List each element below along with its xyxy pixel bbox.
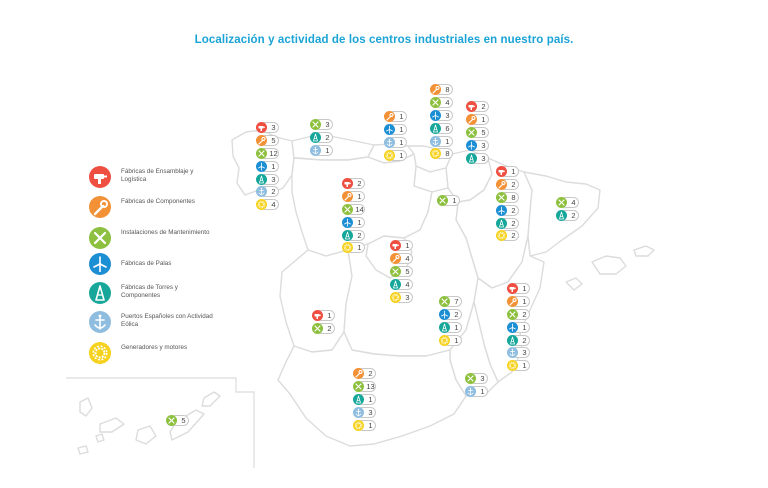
crossed-tools-icon	[89, 227, 111, 249]
badge-count: 3	[325, 120, 330, 129]
badge-mantenimiento	[496, 192, 520, 203]
badge-count: 1	[522, 296, 527, 306]
legend-label: Puertos Españoles con Actividad Eólica	[121, 313, 213, 328]
badge-mantenimiento	[465, 373, 489, 384]
wind-turbine-icon	[507, 322, 518, 333]
badge-componentes	[496, 179, 520, 190]
badge-torres	[430, 123, 454, 134]
badge-count: 1	[327, 311, 332, 320]
region-canarias-tenerife	[100, 418, 124, 432]
badge-palas	[466, 140, 490, 151]
badge-puertos	[384, 137, 408, 148]
tower-icon	[556, 210, 567, 221]
badge-count: 1	[511, 167, 516, 176]
tower-icon	[310, 132, 321, 143]
badge-count: 4	[571, 198, 576, 207]
badge-mantenimiento	[466, 127, 490, 138]
badges-cantabria	[384, 111, 408, 163]
badge-generadores	[342, 242, 366, 253]
drill-icon	[256, 122, 267, 133]
badge-count: 5	[181, 416, 186, 425]
badge-count: 1	[522, 322, 527, 332]
badge-torres	[439, 322, 463, 333]
badge-torres	[507, 335, 531, 346]
badge-count: 3	[522, 348, 527, 358]
badge-count: 2	[511, 231, 516, 241]
badge-ensamblaje	[466, 101, 490, 112]
badge-count: 2	[522, 309, 527, 319]
badge-generadores	[439, 335, 463, 346]
drill-icon	[507, 283, 518, 294]
badge-palas	[496, 205, 520, 216]
badge-mantenimiento	[507, 309, 531, 320]
drill-icon	[390, 240, 401, 251]
gear-icon	[430, 148, 441, 159]
badge-count: 2	[325, 132, 330, 142]
crossed-tools-icon	[390, 266, 401, 277]
tower-icon	[353, 394, 364, 405]
badge-count: 2	[522, 335, 527, 345]
badge-count: 3	[481, 153, 486, 163]
wind-turbine-icon	[439, 309, 450, 320]
badge-count: 1	[368, 420, 373, 430]
badge-count: 4	[271, 200, 276, 210]
badge-count: 3	[271, 174, 276, 184]
badge-mantenimiento	[166, 415, 190, 426]
badge-torres	[342, 230, 366, 241]
crossed-tools-icon	[310, 119, 321, 130]
badge-mantenimiento	[439, 296, 463, 307]
badge-componentes	[353, 368, 377, 379]
badges-castilla-leon	[342, 178, 366, 255]
badge-torres	[496, 218, 520, 229]
badge-count: 1	[325, 145, 330, 155]
badge-count: 2	[571, 210, 576, 220]
wind-turbine-icon	[466, 140, 477, 151]
badge-mantenimiento	[390, 266, 414, 277]
badge-componentes	[430, 84, 454, 95]
badge-count: 1	[522, 361, 527, 371]
badge-generadores	[390, 292, 414, 303]
region-baleares-menorca	[634, 246, 654, 256]
wind-turbine-icon	[342, 217, 353, 228]
badge-count: 1	[399, 150, 404, 160]
badge-palas	[384, 124, 408, 135]
region-canarias-hierro	[78, 446, 88, 454]
badge-count: 14	[355, 204, 364, 214]
anchor-icon	[465, 386, 476, 397]
badges-pais-vasco	[430, 84, 454, 161]
badge-puertos	[430, 136, 454, 147]
gear-icon	[353, 420, 364, 431]
badge-componentes	[390, 253, 414, 264]
badge-generadores	[430, 148, 454, 159]
anchor-icon	[256, 186, 267, 197]
badge-count: 5	[271, 135, 276, 145]
crossed-tools-icon	[430, 97, 441, 108]
badge-count: 3	[445, 110, 450, 120]
badge-componentes	[342, 191, 366, 202]
anchor-icon	[430, 136, 441, 147]
wind-turbine-icon	[89, 253, 111, 275]
anchor-icon	[89, 311, 111, 333]
badge-generadores	[507, 360, 531, 371]
crossed-tools-icon	[437, 195, 448, 206]
badges-extremadura	[312, 310, 336, 336]
drill-icon	[342, 178, 353, 189]
gear-icon	[342, 242, 353, 253]
crossed-tools-icon	[496, 192, 507, 203]
badge-puertos	[507, 347, 531, 358]
drill-icon	[466, 101, 477, 112]
badge-count: 2	[357, 179, 362, 188]
badge-count: 1	[357, 243, 362, 253]
badge-puertos	[465, 386, 489, 397]
legend-label: Fábricas de Palas	[121, 260, 172, 267]
badge-mantenimiento	[342, 204, 366, 215]
wind-turbine-icon	[430, 110, 441, 121]
crossed-tools-icon	[353, 381, 364, 392]
wrench-icon	[507, 296, 518, 307]
badges-valencia	[507, 283, 531, 373]
region-canarias-lanzarote	[202, 392, 220, 406]
badge-mantenimiento	[256, 148, 280, 159]
badge-puertos	[256, 186, 280, 197]
badge-ensamblaje	[256, 122, 280, 133]
wind-turbine-icon	[496, 205, 507, 216]
crossed-tools-icon	[507, 309, 518, 320]
wrench-icon	[496, 179, 507, 190]
crossed-tools-icon	[166, 415, 177, 426]
wrench-icon	[256, 135, 267, 146]
badge-count: 1	[357, 191, 362, 201]
anchor-icon	[310, 145, 321, 156]
tower-icon	[390, 279, 401, 290]
badges-canarias	[166, 415, 190, 428]
badge-count: 5	[481, 127, 486, 137]
badge-count: 3	[368, 407, 373, 417]
badge-torres	[556, 210, 580, 221]
crossed-tools-icon	[342, 204, 353, 215]
badge-count: 12	[269, 148, 278, 158]
anchor-icon	[384, 137, 395, 148]
crossed-tools-icon	[466, 127, 477, 138]
gear-icon	[89, 342, 111, 364]
badge-count: 1	[480, 386, 485, 396]
drill-icon	[89, 166, 111, 188]
badge-torres	[310, 132, 334, 143]
badge-generadores	[256, 199, 280, 210]
gear-icon	[256, 199, 267, 210]
badge-puertos	[310, 145, 334, 156]
gear-icon	[439, 335, 450, 346]
wrench-icon	[353, 368, 364, 379]
tower-icon	[496, 218, 507, 229]
badge-palas	[342, 217, 366, 228]
badge-count: 1	[481, 114, 486, 124]
badge-generadores	[353, 420, 377, 431]
tower-icon	[256, 174, 267, 185]
badge-palas	[256, 161, 280, 172]
wrench-icon	[390, 253, 401, 264]
badge-count: 3	[405, 292, 410, 302]
legend-label: Fábricas de Ensamblaje y Logística	[121, 168, 194, 183]
badge-count: 4	[445, 97, 450, 107]
badge-count: 2	[511, 218, 516, 228]
badge-generadores	[384, 150, 408, 161]
crossed-tools-icon	[256, 148, 267, 159]
region-canarias-lapalma	[80, 398, 92, 416]
badges-castilla-la-mancha	[439, 296, 463, 348]
badge-count: 8	[511, 192, 516, 202]
badge-count: 1	[357, 217, 362, 227]
badge-mantenimiento	[353, 381, 377, 392]
badge-palas	[430, 110, 454, 121]
region-canarias-grancanaria	[136, 426, 156, 444]
badge-count: 4	[405, 279, 410, 289]
wind-turbine-icon	[384, 124, 395, 135]
badges-cataluna	[556, 197, 580, 223]
tower-icon	[89, 282, 111, 304]
badge-componentes	[466, 114, 490, 125]
badge-torres	[390, 279, 414, 290]
badge-generadores	[496, 230, 520, 241]
crossed-tools-icon	[312, 323, 323, 334]
badge-count: 1	[368, 394, 373, 404]
badge-ensamblaje	[496, 166, 520, 177]
badge-count: 1	[522, 284, 527, 293]
drill-icon	[312, 310, 323, 321]
badge-mantenimiento	[310, 119, 334, 130]
badge-palas	[507, 322, 531, 333]
badge-count: 1	[399, 124, 404, 134]
badge-count: 2	[368, 369, 373, 378]
legend-label: Fábricas de Componentes	[121, 198, 195, 205]
gear-icon	[390, 292, 401, 303]
badge-componentes	[256, 135, 280, 146]
badge-count: 2	[271, 187, 276, 197]
anchor-icon	[353, 407, 364, 418]
badge-componentes	[384, 111, 408, 122]
badge-count: 2	[481, 102, 486, 111]
legend-label: Fábricas de Torres y Componentes	[121, 284, 178, 299]
wind-turbine-icon	[256, 161, 267, 172]
region-baleares-ibiza	[566, 278, 582, 290]
badge-componentes	[507, 296, 531, 307]
badges-la-rioja	[437, 195, 461, 208]
badge-count: 7	[454, 297, 459, 306]
badges-andalucia	[353, 368, 377, 432]
badge-count: 2	[327, 323, 332, 333]
region-baleares	[592, 256, 626, 274]
badge-count: 2	[511, 205, 516, 215]
badge-count: 4	[405, 253, 410, 263]
badge-count: 2	[511, 179, 516, 189]
region-canarias-gomera	[96, 434, 104, 442]
tower-icon	[430, 123, 441, 134]
gear-icon	[507, 360, 518, 371]
legend-label: Generadores y motores	[121, 344, 188, 351]
badges-navarra	[466, 101, 490, 165]
badge-torres	[466, 153, 490, 164]
crossed-tools-icon	[439, 296, 450, 307]
wrench-icon	[89, 196, 111, 218]
badge-mantenimiento	[312, 323, 336, 334]
badge-count: 6	[445, 123, 450, 133]
badge-puertos	[353, 407, 377, 418]
wrench-icon	[430, 84, 441, 95]
page-title: Localización y actividad de los centros industriales en nuestro país.	[194, 34, 574, 46]
badge-ensamblaje	[342, 178, 366, 189]
wrench-icon	[466, 114, 477, 125]
badge-mantenimiento	[556, 197, 580, 208]
badges-aragon	[496, 166, 520, 243]
badges-madrid	[390, 240, 414, 304]
badge-count: 3	[271, 123, 276, 132]
badge-count: 1	[399, 112, 404, 121]
badge-torres	[256, 174, 280, 185]
canarias-inset-frame	[66, 378, 254, 468]
badge-count: 8	[445, 149, 450, 159]
badge-count: 3	[480, 374, 485, 383]
badge-count: 1	[399, 137, 404, 147]
badge-count: 1	[454, 322, 459, 332]
crossed-tools-icon	[465, 373, 476, 384]
badge-count: 3	[481, 140, 486, 150]
badge-count: 1	[405, 241, 410, 250]
badge-count: 13	[366, 381, 375, 391]
tower-icon	[342, 230, 353, 241]
badge-mantenimiento	[437, 195, 461, 206]
badge-ensamblaje	[390, 240, 414, 251]
badge-count: 2	[357, 230, 362, 240]
badge-count: 2	[454, 309, 459, 319]
badge-count: 1	[454, 335, 459, 345]
gear-icon	[496, 230, 507, 241]
badge-torres	[353, 394, 377, 405]
tower-icon	[466, 153, 477, 164]
badge-count: 1	[452, 196, 457, 205]
badge-count: 8	[445, 85, 450, 94]
drill-icon	[496, 166, 507, 177]
crossed-tools-icon	[556, 197, 567, 208]
gear-icon	[384, 150, 395, 161]
anchor-icon	[507, 347, 518, 358]
badge-count: 1	[271, 161, 276, 171]
badge-mantenimiento	[430, 97, 454, 108]
badge-ensamblaje	[507, 283, 531, 294]
badges-asturias	[310, 119, 334, 158]
badge-count: 5	[405, 266, 410, 276]
legend-label: Instalaciones de Mantenimiento	[121, 229, 210, 236]
badge-count: 1	[445, 136, 450, 146]
tower-icon	[439, 322, 450, 333]
badge-palas	[439, 309, 463, 320]
wrench-icon	[342, 191, 353, 202]
wrench-icon	[384, 111, 395, 122]
badges-galicia	[256, 122, 280, 212]
badge-ensamblaje	[312, 310, 336, 321]
tower-icon	[507, 335, 518, 346]
badges-murcia	[465, 373, 489, 399]
